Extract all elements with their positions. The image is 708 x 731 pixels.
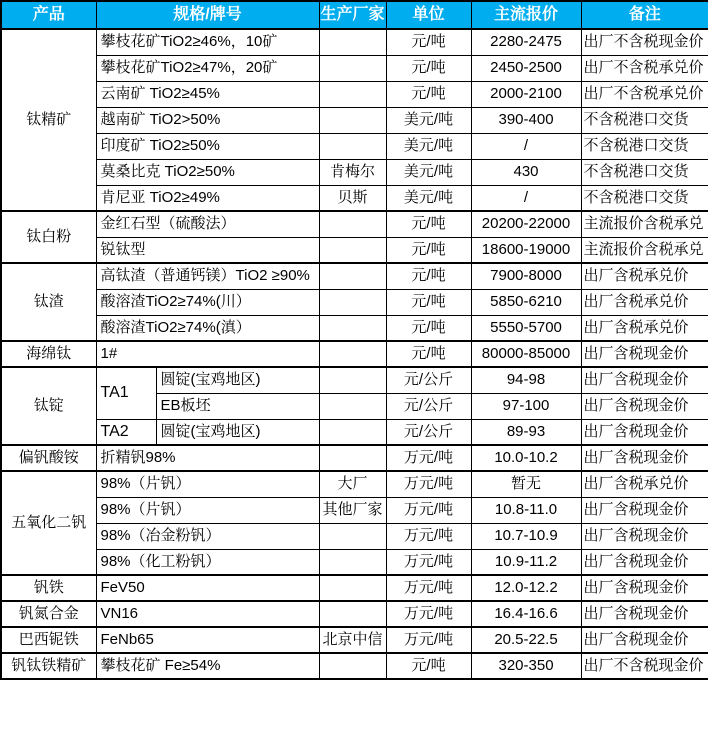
note-cell: 出厂含税现金价 (581, 393, 708, 419)
spec-cell: EB板坯 (156, 393, 319, 419)
note-cell: 出厂不含税承兑价 (581, 81, 708, 107)
maker-cell (319, 55, 386, 81)
spec-cell: 越南矿 TiO2>50% (96, 107, 319, 133)
unit-cell: 美元/吨 (386, 185, 471, 211)
spec-cell: 1# (96, 341, 319, 367)
spec-cell: 肯尼亚 TiO2≥49% (96, 185, 319, 211)
note-cell: 出厂含税承兑价 (581, 289, 708, 315)
note-cell: 出厂不含税承兑价 (581, 55, 708, 81)
table-row (1, 341, 708, 367)
unit-cell: 元/吨 (386, 211, 471, 237)
note-cell: 出厂含税现金价 (581, 367, 708, 393)
price-cell: 89-93 (471, 419, 581, 445)
spec-cell: 云南矿 TiO2≥45% (96, 81, 319, 107)
note-cell: 不含税港口交货 (581, 185, 708, 211)
product-cell: 钒氮合金 (1, 601, 96, 627)
unit-cell: 万元/吨 (386, 497, 471, 523)
maker-cell (319, 237, 386, 263)
product-cell: 五氧化二钒 (1, 471, 96, 575)
price-cell: 5850-6210 (471, 289, 581, 315)
price-cell: 390-400 (471, 107, 581, 133)
product-cell: 钛白粉 (1, 211, 96, 263)
product-cell: 钒铁 (1, 575, 96, 601)
header-cell-unit: 单位 (386, 1, 471, 29)
spec-cell: 莫桑比克 TiO2≥50% (96, 159, 319, 185)
header-cell-spec: 规格/牌号 (96, 1, 319, 29)
price-cell: 7900-8000 (471, 263, 581, 289)
note-cell: 出厂含税现金价 (581, 601, 708, 627)
unit-cell: 元/公斤 (386, 419, 471, 445)
spec-cell: 攀枝花矿TiO2≥46%，10矿 (96, 29, 319, 55)
maker-cell: 肯梅尔 (319, 159, 386, 185)
unit-cell: 元/吨 (386, 341, 471, 367)
maker-cell (319, 601, 386, 627)
table-row (1, 237, 708, 263)
unit-cell: 元/吨 (386, 653, 471, 679)
grade-cell: TA2 (96, 419, 156, 445)
table-row (1, 497, 708, 523)
maker-cell (319, 393, 386, 419)
product-cell: 偏钒酸铵 (1, 445, 96, 471)
spec-cell: VN16 (96, 601, 319, 627)
grade-cell: TA1 (96, 367, 156, 419)
unit-cell: 美元/吨 (386, 133, 471, 159)
spec-cell: 印度矿 TiO2≥50% (96, 133, 319, 159)
maker-cell (319, 367, 386, 393)
note-cell: 出厂不含税现金价 (581, 29, 708, 55)
spec-cell: 攀枝花矿TiO2≥47%，20矿 (96, 55, 319, 81)
table-row (1, 185, 708, 211)
unit-cell: 万元/吨 (386, 471, 471, 497)
price-cell: 80000-85000 (471, 341, 581, 367)
maker-cell: 北京中信 (319, 627, 386, 653)
table-row (1, 289, 708, 315)
price-cell: 2280-2475 (471, 29, 581, 55)
note-cell: 出厂含税现金价 (581, 523, 708, 549)
price-cell: / (471, 185, 581, 211)
table-row (1, 627, 708, 653)
note-cell: 出厂含税现金价 (581, 445, 708, 471)
table-row (1, 367, 708, 393)
unit-cell: 元/吨 (386, 55, 471, 81)
note-cell: 主流报价含税承兑 (581, 237, 708, 263)
spec-cell: 98%（片钒） (96, 471, 319, 497)
maker-cell (319, 263, 386, 289)
unit-cell: 万元/吨 (386, 601, 471, 627)
unit-cell: 万元/吨 (386, 575, 471, 601)
price-cell: 320-350 (471, 653, 581, 679)
spec-cell: 98%（冶金粉钒） (96, 523, 319, 549)
table-row (1, 315, 708, 341)
maker-cell (319, 549, 386, 575)
maker-cell (319, 133, 386, 159)
maker-cell: 其他厂家 (319, 497, 386, 523)
price-cell: 97-100 (471, 393, 581, 419)
table-row (1, 419, 708, 445)
maker-cell (319, 341, 386, 367)
note-cell: 出厂不含税现金价 (581, 653, 708, 679)
price-cell: 10.0-10.2 (471, 445, 581, 471)
note-cell: 不含税港口交货 (581, 133, 708, 159)
unit-cell: 元/吨 (386, 29, 471, 55)
table-row (1, 601, 708, 627)
maker-cell (319, 289, 386, 315)
maker-cell: 贝斯 (319, 185, 386, 211)
note-cell: 出厂含税承兑价 (581, 471, 708, 497)
spec-cell: 98%（化工粉钒） (96, 549, 319, 575)
note-cell: 出厂含税承兑价 (581, 315, 708, 341)
header-cell-price: 主流报价 (471, 1, 581, 29)
unit-cell: 元/公斤 (386, 393, 471, 419)
maker-cell: 大厂 (319, 471, 386, 497)
maker-cell (319, 211, 386, 237)
maker-cell (319, 445, 386, 471)
table-row (1, 445, 708, 471)
unit-cell: 万元/吨 (386, 523, 471, 549)
price-cell: 2450-2500 (471, 55, 581, 81)
unit-cell: 美元/吨 (386, 107, 471, 133)
product-cell: 钛渣 (1, 263, 96, 341)
spec-cell: FeNb65 (96, 627, 319, 653)
price-cell: 20200-22000 (471, 211, 581, 237)
note-cell: 出厂含税现金价 (581, 549, 708, 575)
price-cell: 10.7-10.9 (471, 523, 581, 549)
maker-cell (319, 523, 386, 549)
spec-cell: FeV50 (96, 575, 319, 601)
header-cell-product: 产品 (1, 1, 96, 29)
note-cell: 出厂含税承兑价 (581, 263, 708, 289)
note-cell: 出厂含税现金价 (581, 341, 708, 367)
maker-cell (319, 653, 386, 679)
unit-cell: 万元/吨 (386, 549, 471, 575)
maker-cell (319, 29, 386, 55)
note-cell: 出厂含税现金价 (581, 627, 708, 653)
maker-cell (319, 419, 386, 445)
table-row (1, 159, 708, 185)
maker-cell (319, 81, 386, 107)
product-cell: 海绵钛 (1, 341, 96, 367)
unit-cell: 元/吨 (386, 81, 471, 107)
spec-cell: 锐钛型 (96, 237, 319, 263)
note-cell: 出厂含税现金价 (581, 497, 708, 523)
unit-cell: 元/吨 (386, 263, 471, 289)
maker-cell (319, 315, 386, 341)
price-cell: 10.8-11.0 (471, 497, 581, 523)
price-cell: 18600-19000 (471, 237, 581, 263)
table-row (1, 29, 708, 55)
unit-cell: 美元/吨 (386, 159, 471, 185)
spec-cell: 折精钒98% (96, 445, 319, 471)
price-cell: 10.9-11.2 (471, 549, 581, 575)
table-row (1, 523, 708, 549)
product-cell: 巴西铌铁 (1, 627, 96, 653)
table-row (1, 55, 708, 81)
table-row (1, 211, 708, 237)
price-cell: / (471, 133, 581, 159)
spec-cell: 高钛渣（普通钙镁）TiO2 ≥90% (96, 263, 319, 289)
unit-cell: 元/吨 (386, 289, 471, 315)
unit-cell: 元/吨 (386, 315, 471, 341)
table-row (1, 263, 708, 289)
maker-cell (319, 575, 386, 601)
spec-cell: 圆锭(宝鸡地区) (156, 419, 319, 445)
price-cell: 5550-5700 (471, 315, 581, 341)
header-cell-maker: 生产厂家 (319, 1, 386, 29)
spec-cell: 圆锭(宝鸡地区) (156, 367, 319, 393)
table-row (1, 133, 708, 159)
product-cell: 钒钛铁精矿 (1, 653, 96, 679)
table-row (1, 575, 708, 601)
header-row (1, 1, 708, 29)
table-row (1, 471, 708, 497)
price-cell: 12.0-12.2 (471, 575, 581, 601)
price-cell: 16.4-16.6 (471, 601, 581, 627)
note-cell: 不含税港口交货 (581, 159, 708, 185)
price-cell: 2000-2100 (471, 81, 581, 107)
table-row (1, 549, 708, 575)
unit-cell: 万元/吨 (386, 445, 471, 471)
table-row (1, 107, 708, 133)
unit-cell: 元/吨 (386, 237, 471, 263)
note-cell: 不含税港口交货 (581, 107, 708, 133)
spec-cell: 酸溶渣TiO2≥74%(川） (96, 289, 319, 315)
price-cell: 94-98 (471, 367, 581, 393)
unit-cell: 万元/吨 (386, 627, 471, 653)
price-cell: 430 (471, 159, 581, 185)
table-row (1, 653, 708, 679)
spec-cell: 酸溶渣TiO2≥74%(滇） (96, 315, 319, 341)
product-cell: 钛精矿 (1, 29, 96, 211)
note-cell: 出厂含税现金价 (581, 419, 708, 445)
header-cell-note: 备注 (581, 1, 708, 29)
maker-cell (319, 107, 386, 133)
spec-cell: 金红石型（硫酸法） (96, 211, 319, 237)
unit-cell: 元/公斤 (386, 367, 471, 393)
spec-cell: 攀枝花矿 Fe≥54% (96, 653, 319, 679)
price-cell: 20.5-22.5 (471, 627, 581, 653)
spec-cell: 98%（片钒） (96, 497, 319, 523)
product-cell: 钛锭 (1, 367, 96, 445)
note-cell: 主流报价含税承兑 (581, 211, 708, 237)
note-cell: 出厂含税现金价 (581, 575, 708, 601)
table-row (1, 81, 708, 107)
price-cell: 暂无 (471, 471, 581, 497)
